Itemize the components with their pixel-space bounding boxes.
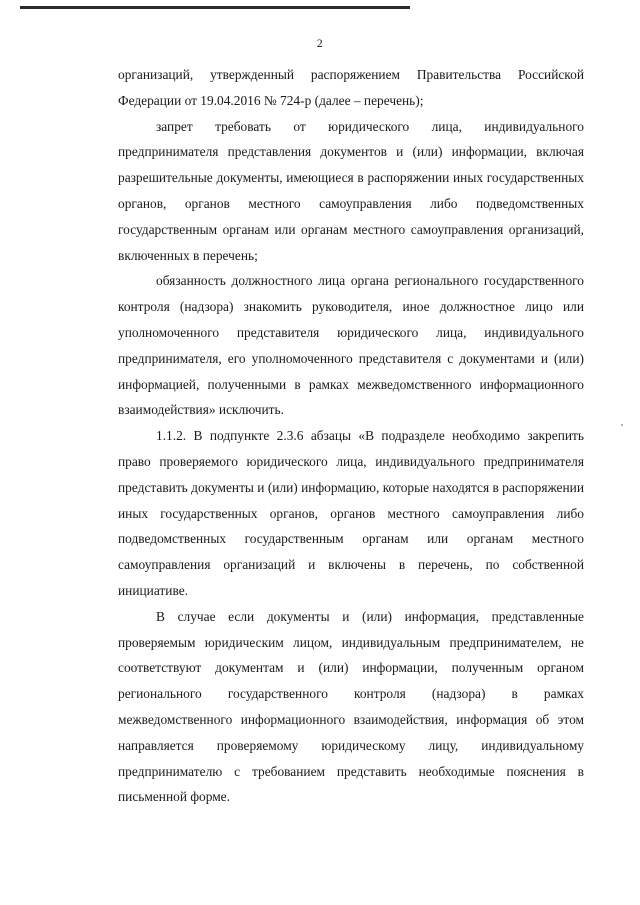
paragraph-clause-1-1-2: 1.1.2. В подпункте 2.3.6 абзацы «В подразделе необходимо закрепить право проверяемого юридического лица, индивидуального предпринимателя представить документы и (или) информацию, которые находятся в распоряжении иных государственных органов, органов местного самоуправления либо подведомственных государственным органам или органам местного самоуправления организаций и включены в перечень, по собственной инициативе. — [118, 428, 584, 598]
top-scan-rule — [20, 6, 410, 9]
paragraph-prohibition: запрет требовать от юридического лица, индивидуального предпринимателя представления документов и (или) информации, включая разрешительные документы, имеющиеся в распоряжении иных государственных органов, органов местного самоуправления либо подведомственных государственным органам или органам местного самоуправления организаций, включенных в перечень; — [118, 118, 584, 263]
paragraph-mismatch-case: В случае если документы и (или) информация, представленные проверяемым юридическим лицом, индивидуальным предпринимателем, не соответствуют документам и (или) информации, полученным органом регионального государственного контроля (надзора) в рамках межведомственного информационного взаимодействия, информация об этом направляется проверяемому юридическому лицу, индивидуальному предпринимателю с требованием представить необходимые пояснения в письменной форме. — [118, 608, 584, 805]
paragraph-obligation: обязанность должностного лица органа регионального государственного контроля (надзора) знакомить руководителя, иное должностное лицо или уполномоченного представителя юридического лица, индивидуального предпринимателя, его уполномоченного представителя с документами и (или) информацией, полученными в рамках межведомственного информационного взаимодействия» исключить. — [118, 273, 584, 418]
paragraph-continuation: организаций, утвержденный распоряжением Правительства Российской Федерации от 19.04.2016 № 724-р (далее – перечень); — [118, 67, 584, 108]
document-body — [118, 62, 584, 810]
scan-speck — [621, 424, 623, 426]
page-number: 2 — [316, 36, 324, 50]
